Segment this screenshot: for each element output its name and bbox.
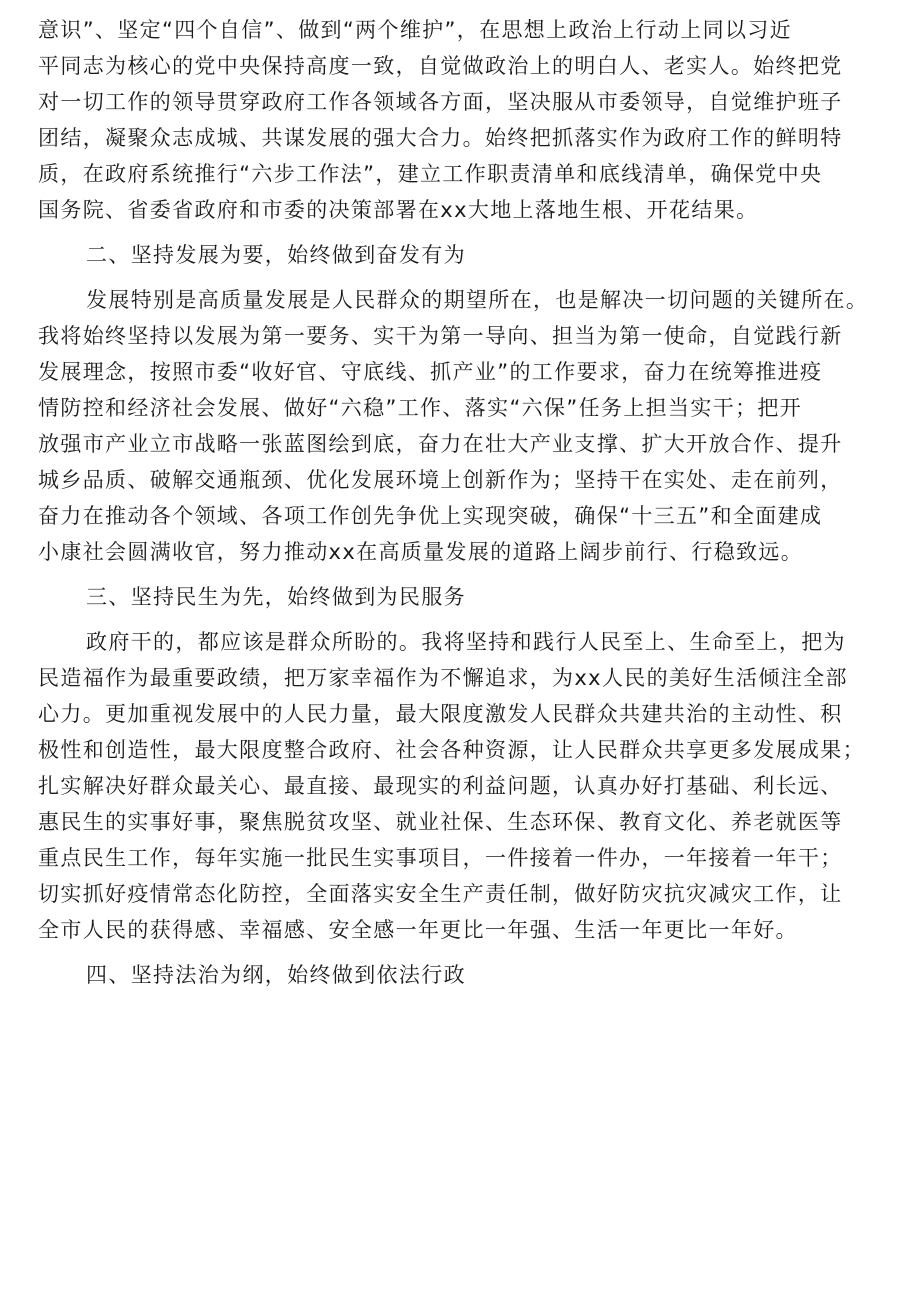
paragraph-2-line-7: 奋力在推动各个领域、各项工作创先争优上实现突破，确保“十三五”和全面建成 bbox=[38, 504, 823, 528]
paragraph-2-line-8: 小康社会圆满收官，努力推动xx在高质量发展的道路上阔步前行、行稳致远。 bbox=[38, 540, 804, 564]
paragraph-2-line-5: 放强市产业立市战略一张蓝图绘到底，奋力在壮大产业支撑、扩大开放合作、提升 bbox=[38, 432, 843, 456]
paragraph-3-line-2: 民造福作为最重要政绩，把万家幸福作为不懈追求，为xx人民的美好生活倾注全部 bbox=[38, 666, 848, 690]
paragraph-2-line-6: 城乡品质、破解交通瓶颈、优化发展环境上创新作为；坚持干在实处、走在前列， bbox=[38, 468, 843, 492]
paragraph-3-line-6: 惠民生的实事好事，聚焦脱贫攻坚、就业社保、生态环保、教育文化、养老就医等 bbox=[38, 810, 843, 834]
paragraph-2-line-1: 发展特别是高质量发展是人民群众的期望所在，也是解决一切问题的关键所在。 bbox=[86, 288, 869, 312]
paragraph-3-line-1: 政府干的，都应该是群众所盼的。我将坚持和践行人民至上、生命至上，把为 bbox=[86, 630, 846, 654]
paragraph-1-line-5: 质，在政府系统推行“六步工作法”，建立工作职责清单和底线清单，确保党中央 bbox=[38, 162, 823, 186]
paragraph-3-line-9: 全市人民的获得感、幸福感、安全感一年更比一年强、生活一年更比一年好。 bbox=[38, 918, 798, 942]
section-heading-3: 三、坚持民生为先，始终做到为民服务 bbox=[86, 585, 466, 609]
paragraph-1-line-4: 团结，凝聚众志成城、共谋发展的强大合力。始终把抓落实作为政府工作的鲜明特 bbox=[38, 126, 843, 150]
paragraph-1-line-3: 对一切工作的领导贯穿政府工作各领域各方面，坚决服从市委领导，自觉维护班子 bbox=[38, 90, 843, 114]
paragraph-1-line-6: 国务院、省委省政府和市委的决策部署在xx大地上落地生根、开花结果。 bbox=[38, 198, 759, 222]
section-heading-4: 四、坚持法治为纲，始终做到依法行政 bbox=[86, 963, 466, 987]
paragraph-3-line-3: 心力。更加重视发展中的人民力量，最大限度激发人民群众共建共治的主动性、积 bbox=[38, 702, 843, 726]
paragraph-3-line-8: 切实抓好疫情常态化防控，全面落实安全生产责任制，做好防灾抗灾减灾工作，让 bbox=[38, 882, 843, 906]
paragraph-1-line-2: 平同志为核心的党中央保持高度一致，自觉做政治上的明白人、老实人。始终把党 bbox=[38, 54, 843, 78]
paragraph-2-line-3: 发展理念，按照市委“收好官、守底线、抓产业”的工作要求，奋力在统筹推进疫 bbox=[38, 360, 823, 384]
paragraph-3-line-7: 重点民生工作，每年实施一批民生实事项目，一件接着一件办，一年接着一年干； bbox=[38, 846, 843, 870]
section-heading-2: 二、坚持发展为要，始终做到奋发有为 bbox=[86, 243, 466, 267]
paragraph-1-line-1: 意识”、坚定“四个自信”、做到“两个维护”，在思想上政治上行动上同以习近 bbox=[38, 18, 792, 42]
paragraph-3-line-4: 极性和创造性，最大限度整合政府、社会各种资源，让人民群众共享更多发展成果； bbox=[38, 738, 865, 762]
paragraph-3-line-5: 扎实解决好群众最关心、最直接、最现实的利益问题，认真办好打基础、利长远、 bbox=[38, 774, 843, 798]
paragraph-2-line-4: 情防控和经济社会发展、做好“六稳”工作、落实“六保”任务上担当实干；把开 bbox=[38, 396, 803, 420]
paragraph-2-line-2: 我将始终坚持以发展为第一要务、实干为第一导向、担当为第一使命，自觉践行新 bbox=[38, 324, 843, 348]
